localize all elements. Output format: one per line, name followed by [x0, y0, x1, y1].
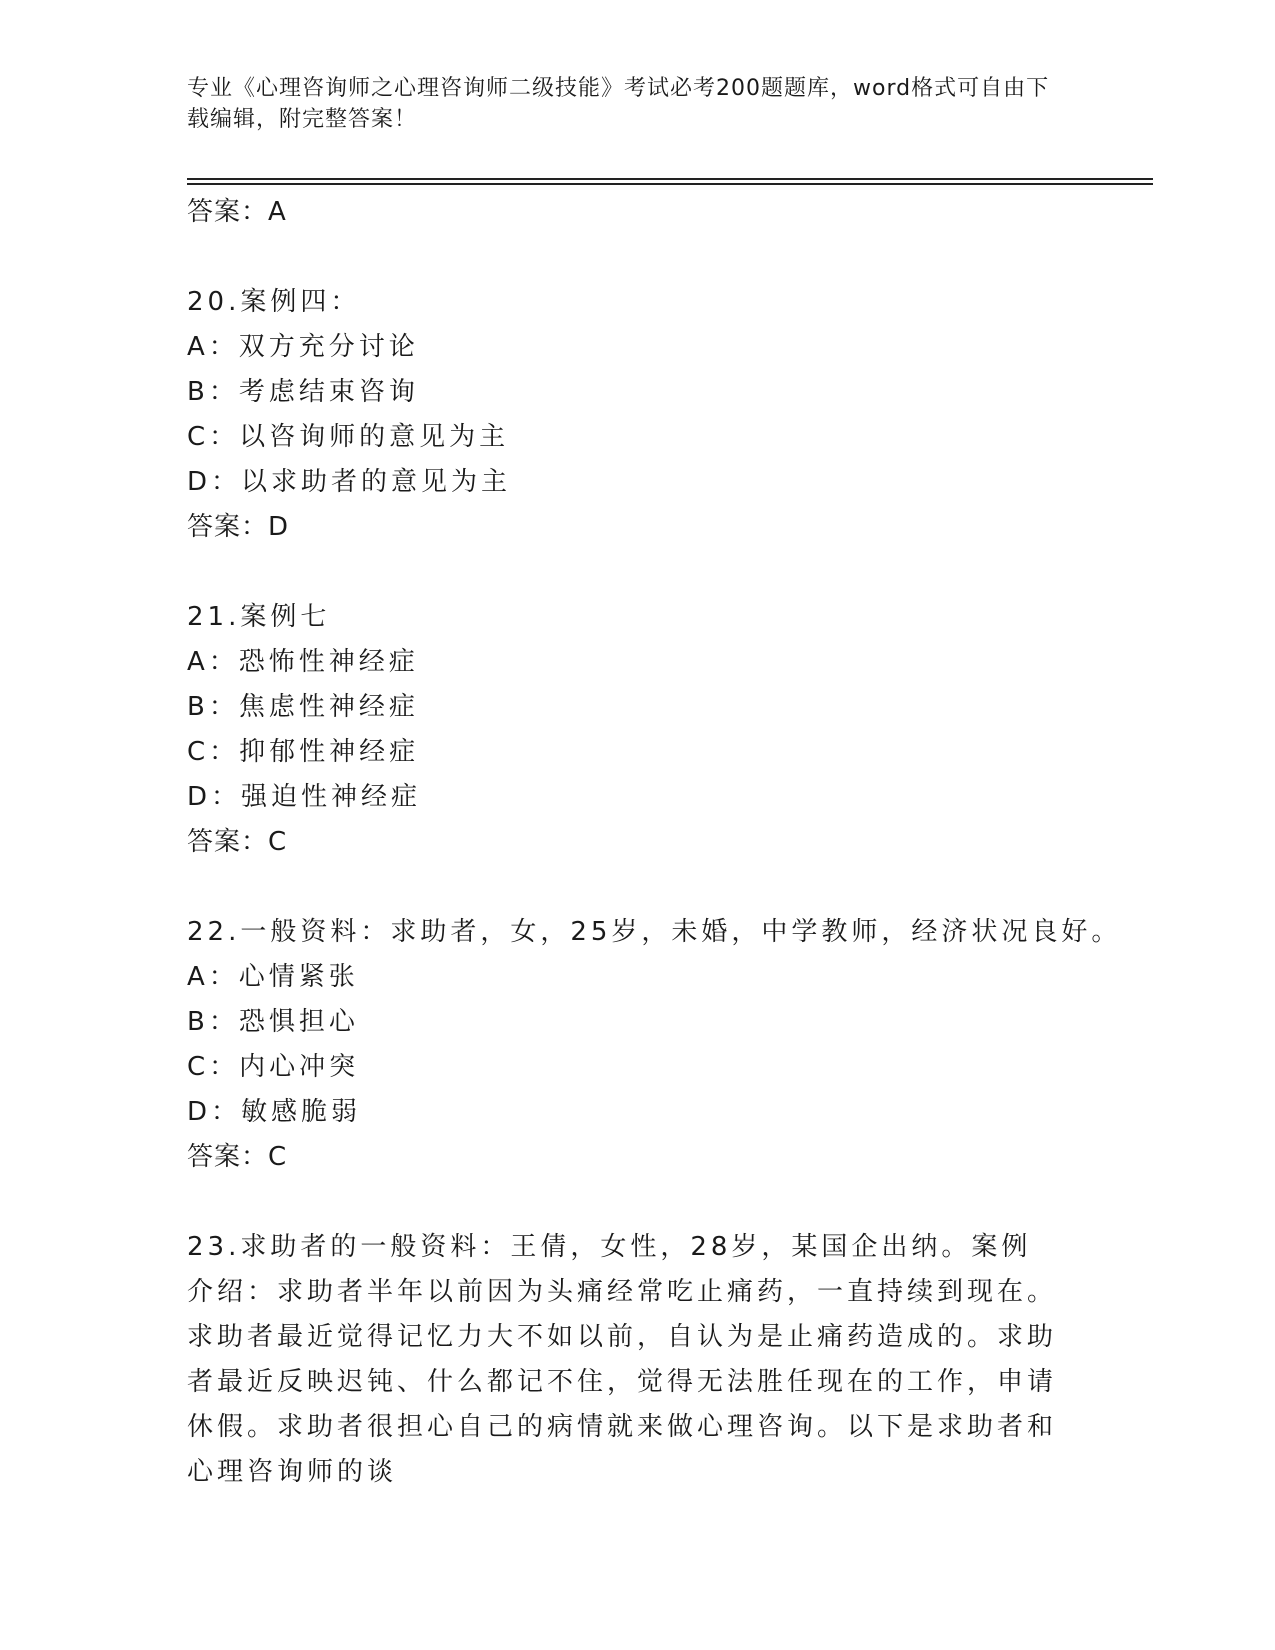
option-d: D：以求助者的意见为主	[187, 467, 512, 497]
option-c: C：内心冲突	[187, 1052, 360, 1082]
header-rule-bottom	[187, 183, 1153, 185]
question-title: 20.案例四：	[187, 287, 361, 317]
option-d: D：强迫性神经症	[187, 782, 422, 812]
option-c: C：以咨询师的意见为主	[187, 422, 510, 452]
option-a: A：恐怖性神经症	[187, 647, 419, 677]
question-20	[187, 280, 1067, 550]
spacer	[187, 235, 1067, 280]
question-23	[187, 1225, 1067, 1495]
document-header: 专业《心理咨询师之心理咨询师二级技能》考试必考200题题库，word格式可自由下载编辑，附完整答案！	[187, 76, 1050, 132]
option-b: B：焦虑性神经症	[187, 692, 419, 722]
document-body	[187, 190, 1122, 1495]
question-title: 21.案例七	[187, 602, 331, 632]
spacer	[187, 865, 1067, 910]
option-b: B：考虑结束咨询	[187, 377, 419, 407]
header-rule-top	[187, 178, 1153, 180]
answer: 答案：C	[187, 827, 288, 857]
spacer	[187, 1180, 1067, 1225]
option-c: C：抑郁性神经症	[187, 737, 420, 767]
question-title: 23.求助者的一般资料：王倩，女性，28岁，某国企出纳。案例介绍：求助者半年以前因为头痛经常吃止痛药，一直持续到现在。求助者最近觉得记忆力大不如以前，自认为是止痛药造成的。求助者最近反映迟钝、什么都记不住，觉得无法胜任现在的工作，申请休假。求助者很担心自己的病情就来做心理咨询。以下是求助者和心理咨询师的谈	[187, 1232, 1058, 1487]
option-a: A：心情紧张	[187, 962, 359, 992]
option-a: A：双方充分讨论	[187, 332, 419, 362]
spacer	[187, 550, 1067, 595]
answer-prev: 答案：A	[187, 197, 287, 227]
answer: 答案：C	[187, 1142, 288, 1172]
question-title: 22.一般资料：求助者，女，25岁，未婚，中学教师，经济状况良好。	[187, 917, 1122, 947]
answer: 答案：D	[187, 512, 290, 542]
question-21	[187, 595, 1067, 865]
option-b: B：恐惧担心	[187, 1007, 359, 1037]
question-22	[187, 910, 1122, 1180]
option-d: D：敏感脆弱	[187, 1097, 362, 1127]
